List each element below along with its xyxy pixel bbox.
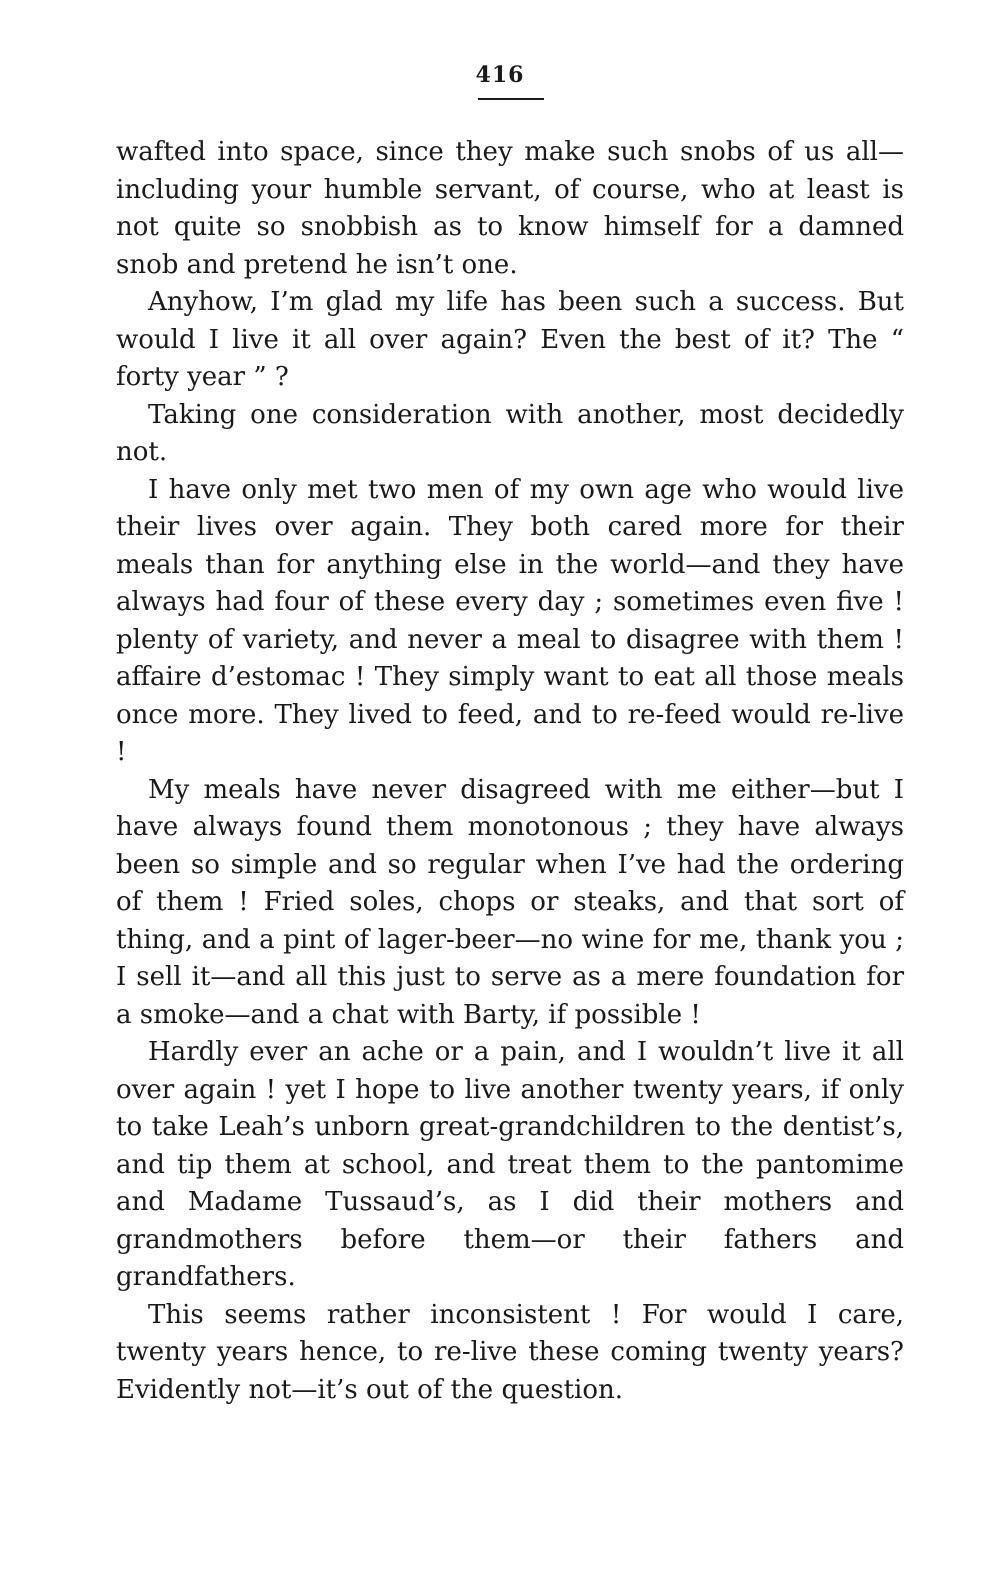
paragraph-3: Taking one consideration with another, most decidedly not. xyxy=(116,399,904,467)
body-text xyxy=(116,134,904,1409)
paragraph-5: My meals have never disagreed with me either—but I have always found them monotonous ; they have always been so simple and so regular when I’ve had the ordering of them ! Fried soles, chops or steaks, and that sort of thing, and a pint of lager-beer—no wine for me, thank you ; I sell it—and all this just to serve as a mere foundation for a smoke—and a chat with Barty, if possible ! xyxy=(116,774,904,1030)
paragraph-2: Anyhow, I’m glad my life has been such a success. But would I live it all over again? Even the best of it? The “ forty year ” ? xyxy=(116,287,904,392)
paragraph-7: This seems rather inconsistent ! For would I care, twenty years hence, to re-live these coming twenty years? Evidently not—it’s out of the question. xyxy=(116,1299,904,1405)
paragraph-6: Hardly ever an ache or a pain, and I wouldn’t live it all over again ! yet I hope to live another twenty years, if only to take Leah’s unborn great-grandchildren to the dentist’s, and tip them at school, and treat them to the pantomime and Madame Tussaud’s, as I did their mothers and grandmothers before them—or their fathers and grandfathers. xyxy=(116,1037,904,1292)
paragraph-1: wafted into space, since they make such snobs of us all—including your humble servant, of course, who at least is not quite so snobbish as to know himself for a damned snob and pretend he isn’t one. xyxy=(116,137,904,280)
paragraph-4: I have only met two men of my own age who would live their lives over again. They both cared more for their meals than for anything else in the world—and they have always had four of these every day ; sometimes even five ! plenty of variety, and never a meal to disagree with them ! affaire d’estomac ! They simply want to eat all those meals once more. They lived to feed, and to re-feed would re-live ! xyxy=(116,474,904,767)
header-rule xyxy=(478,98,544,100)
page-number: 416 xyxy=(475,62,525,88)
